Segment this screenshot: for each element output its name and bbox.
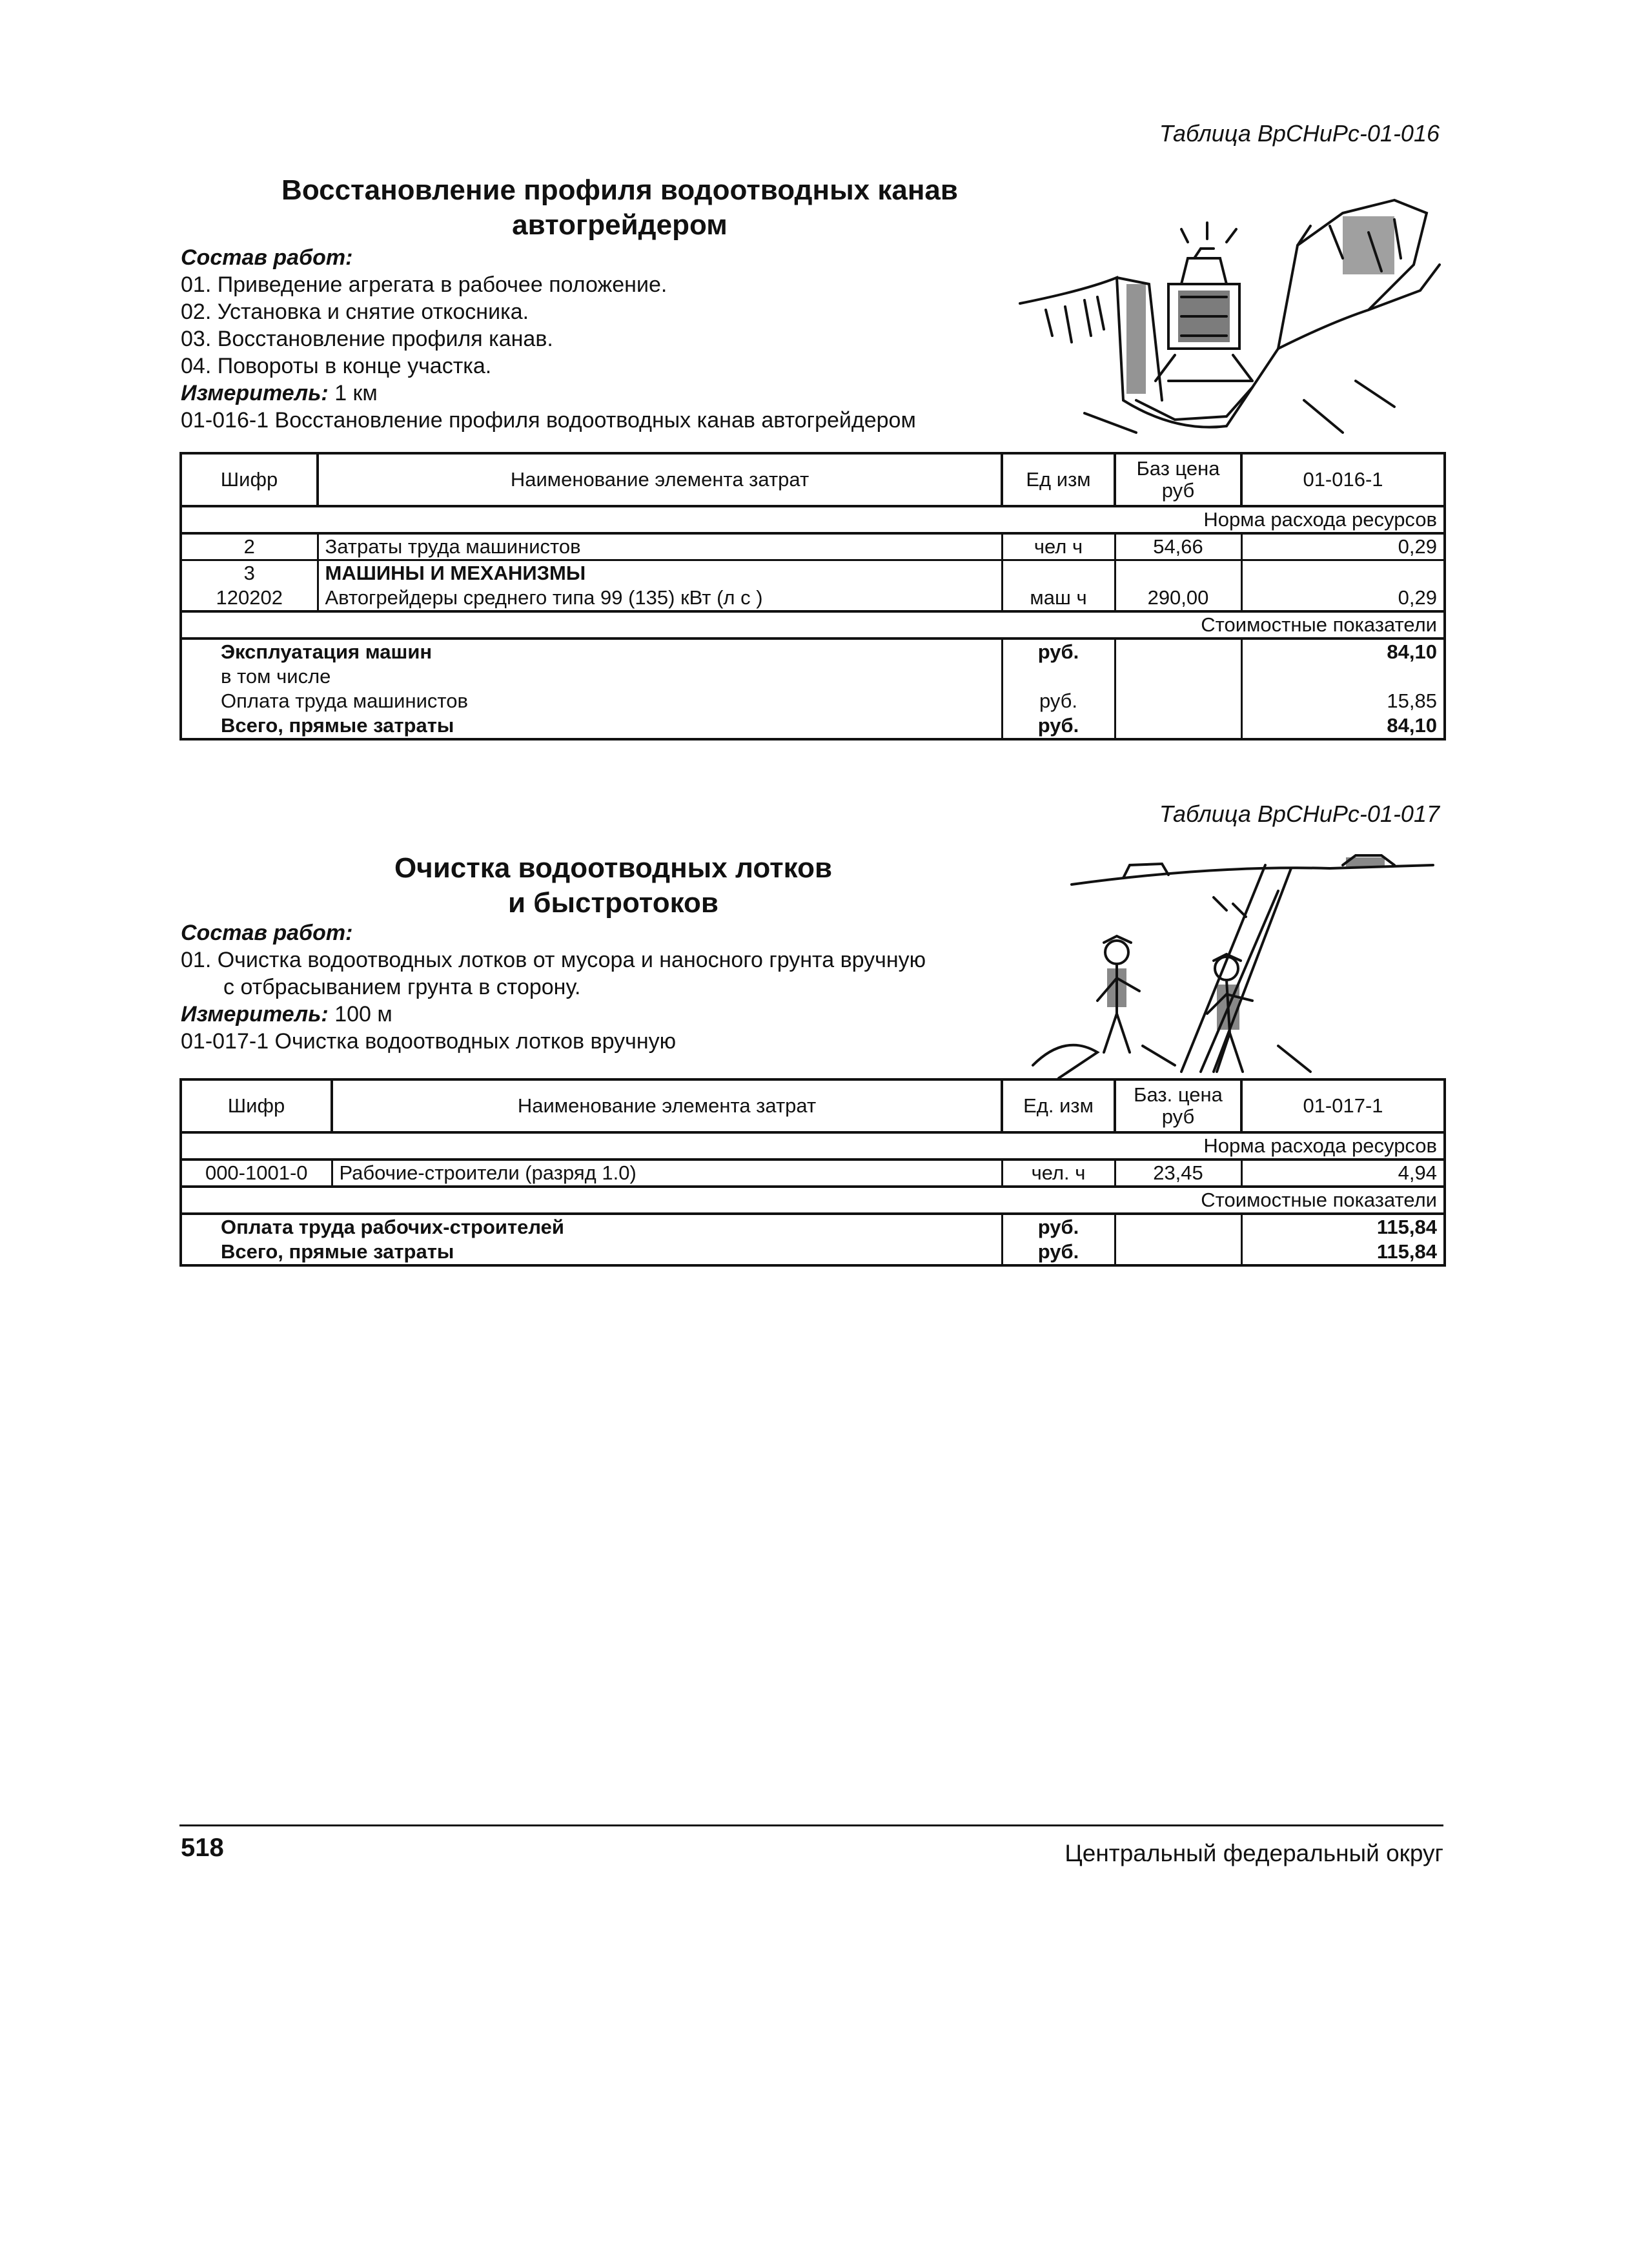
section-title xyxy=(194,173,1046,243)
table-row xyxy=(181,533,1445,560)
cost-row xyxy=(181,1240,1445,1265)
cost-empty xyxy=(1115,639,1241,664)
header-price-line: Баз. цена xyxy=(1134,1083,1223,1106)
cell-unit: маш ч xyxy=(1002,586,1115,611)
meter-label: Измеритель: xyxy=(181,1002,329,1027)
cost-unit xyxy=(1002,664,1115,689)
table-row xyxy=(181,1160,1445,1187)
header-price-line: руб xyxy=(1161,479,1195,502)
cost-unit: руб. xyxy=(1002,689,1115,713)
section-row xyxy=(181,506,1445,533)
cost-value: 115,84 xyxy=(1241,1214,1445,1240)
cost-row xyxy=(181,713,1445,739)
meter-value: 100 м xyxy=(334,1002,392,1027)
cost-name: Оплата труда машинистов xyxy=(181,689,1002,713)
composition-label: Состав работ: xyxy=(181,921,353,945)
cell-price xyxy=(1115,560,1241,586)
cost-unit: руб. xyxy=(1002,1214,1115,1240)
workers-illustration xyxy=(1020,839,1446,1085)
meter-value: 1 км xyxy=(334,381,378,405)
header-code: Шифр xyxy=(181,453,318,506)
cell-code: 120202 xyxy=(181,586,318,611)
cost-empty xyxy=(1115,689,1241,713)
cost-unit: руб. xyxy=(1002,1240,1115,1265)
section-label: Норма расхода ресурсов xyxy=(181,1132,1445,1160)
composition-label: Состав работ: xyxy=(181,245,353,270)
header-code: Шифр xyxy=(181,1079,332,1132)
cost-empty xyxy=(1115,713,1241,739)
work-step: 04. Повороты в конце участка. xyxy=(181,354,492,378)
cost-unit: руб. xyxy=(1002,639,1115,664)
work-step: с отбрасыванием грунта в сторону. xyxy=(223,975,581,999)
section-row xyxy=(181,1132,1445,1160)
cost-row xyxy=(181,639,1445,664)
meter-label: Измеритель: xyxy=(181,381,329,405)
header-column-code: 01-017-1 xyxy=(1241,1079,1445,1132)
work-composition xyxy=(181,919,926,1055)
cell-unit: чел ч xyxy=(1002,533,1115,560)
cell-code: 3 xyxy=(181,560,318,586)
cost-name: Всего, прямые затраты xyxy=(181,713,1002,739)
page-number: 518 xyxy=(181,1834,224,1862)
cost-empty xyxy=(1115,664,1241,689)
header-price xyxy=(1115,1079,1241,1132)
header-column-code: 01-016-1 xyxy=(1241,453,1445,506)
section-label: Стоимостные показатели xyxy=(181,1187,1445,1214)
work-step: 01. Приведение агрегата в рабочее положение. xyxy=(181,272,667,297)
work-step: 03. Восстановление профиля канав. xyxy=(181,327,553,351)
section-title xyxy=(258,851,968,921)
section-title-line: Восстановление профиля водоотводных канав xyxy=(281,174,958,206)
resource-table xyxy=(179,1078,1446,1267)
cell-price: 23,45 xyxy=(1115,1160,1241,1187)
cell-price: 290,00 xyxy=(1115,586,1241,611)
cost-row xyxy=(181,664,1445,689)
cell-value: 0,29 xyxy=(1241,533,1445,560)
cell-unit: чел. ч xyxy=(1002,1160,1115,1187)
section-title-line: Очистка водоотводных лотков xyxy=(394,852,833,884)
footer-divider xyxy=(179,1824,1443,1826)
cost-value: 15,85 xyxy=(1241,689,1445,713)
table-row xyxy=(181,560,1445,586)
header-price-line: руб xyxy=(1161,1105,1195,1128)
cell-code: 000-1001-0 xyxy=(181,1160,332,1187)
cost-unit: руб. xyxy=(1002,713,1115,739)
section-row xyxy=(181,611,1445,639)
section-label: Стоимостные показатели xyxy=(181,611,1445,639)
footer-region: Центральный федеральный округ xyxy=(1064,1840,1443,1866)
work-composition xyxy=(181,244,916,434)
cost-name: Оплата труда рабочих-строителей xyxy=(181,1214,1002,1240)
section-title-line: автогрейдером xyxy=(512,209,728,241)
cost-value: 115,84 xyxy=(1241,1240,1445,1265)
cost-value: 84,10 xyxy=(1241,639,1445,664)
work-step: 02. Установка и снятие откосника. xyxy=(181,300,529,324)
header-unit: Ед. изм xyxy=(1002,1079,1115,1132)
table-row xyxy=(181,586,1445,611)
cell-name: Рабочие-строители (разряд 1.0) xyxy=(332,1160,1002,1187)
cell-value: 0,29 xyxy=(1241,586,1445,611)
cost-empty xyxy=(1115,1214,1241,1240)
section-title-line: и быстротоков xyxy=(508,887,718,919)
code-line: 01-017-1 Очистка водоотводных лотков вручную xyxy=(181,1029,677,1054)
meter-line xyxy=(181,1001,926,1028)
work-step: 01. Очистка водоотводных лотков от мусора и наносного грунта вручную xyxy=(181,948,926,972)
cost-name: Всего, прямые затраты xyxy=(181,1240,1002,1265)
meter-line xyxy=(181,380,916,407)
cost-empty xyxy=(1115,1240,1241,1265)
table-header-row xyxy=(181,1079,1445,1132)
cost-value xyxy=(1241,664,1445,689)
cell-price: 54,66 xyxy=(1115,533,1241,560)
cell-name: Автогрейдеры среднего типа 99 (135) кВт (л с ) xyxy=(318,586,1002,611)
grader-illustration xyxy=(1007,187,1446,445)
table-header-row xyxy=(181,453,1445,506)
cell-value xyxy=(1241,560,1445,586)
cell-unit xyxy=(1002,560,1115,586)
header-name: Наименование элемента затрат xyxy=(318,453,1002,506)
section-label: Норма расхода ресурсов xyxy=(181,506,1445,533)
cost-name: Эксплуатация машин xyxy=(181,639,1002,664)
cell-value: 4,94 xyxy=(1241,1160,1445,1187)
header-price-line: Баз цена xyxy=(1136,457,1220,480)
header-price xyxy=(1115,453,1241,506)
cost-name: в том числе xyxy=(181,664,1002,689)
section-row xyxy=(181,1187,1445,1214)
cost-value: 84,10 xyxy=(1241,713,1445,739)
cell-name: МАШИНЫ И МЕХАНИЗМЫ xyxy=(318,560,1002,586)
header-name: Наименование элемента затрат xyxy=(332,1079,1002,1132)
cost-row xyxy=(181,1214,1445,1240)
code-line: 01-016-1 Восстановление профиля водоотводных канав автогрейдером xyxy=(181,408,916,433)
table-caption: Таблица ВрСНиРс-01-017 xyxy=(1159,801,1440,827)
cell-name: Затраты труда машинистов xyxy=(318,533,1002,560)
cell-code: 2 xyxy=(181,533,318,560)
table-caption: Таблица ВрСНиРс-01-016 xyxy=(1159,120,1440,147)
resource-table xyxy=(179,452,1446,741)
header-unit: Ед изм xyxy=(1002,453,1115,506)
cost-row xyxy=(181,689,1445,713)
